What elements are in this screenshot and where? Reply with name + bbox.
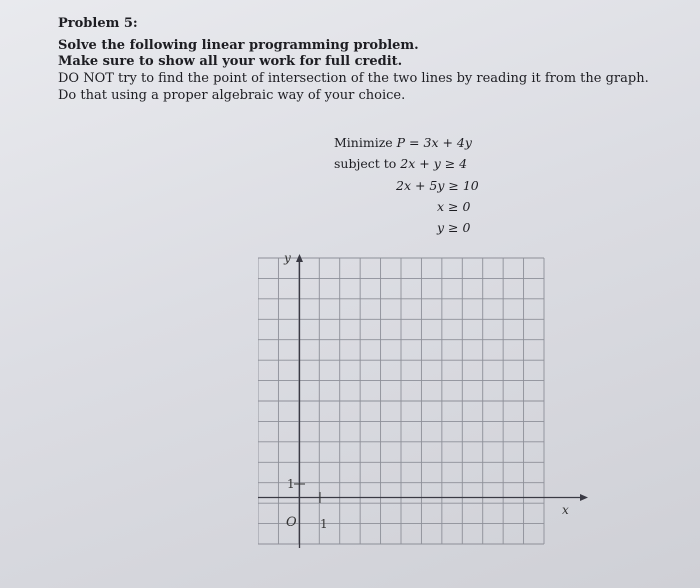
x-axis-label: x	[562, 503, 569, 517]
instruction-line-2: Make sure to show all your work for full credit.	[58, 54, 403, 69]
grid-lines	[258, 258, 544, 544]
y-tick-label: 1	[287, 477, 295, 491]
objective-function: Minimize P = 3x + 4y	[334, 135, 472, 150]
constraint-1	[334, 156, 467, 171]
graph-grid[interactable]	[258, 250, 588, 552]
minimize-label: Minimize	[334, 135, 397, 150]
objective-expression: 3x + 4y	[423, 135, 472, 150]
y-axis-label: y	[284, 251, 291, 265]
origin-label: O	[286, 515, 297, 530]
constraint-4: y ≥ 0	[437, 220, 471, 235]
constraint-3: x ≥ 0	[437, 199, 471, 214]
instruction-line-3: DO NOT try to find the point of intersection of the two lines by reading it from the graph.	[58, 71, 649, 86]
instruction-line-4: Do that using a proper algebraic way of your choice.	[58, 88, 406, 103]
constraint-2: 2x + 5y ≥ 10	[396, 178, 479, 193]
objective-variable: P	[396, 135, 406, 150]
problem-title: Problem 5:	[58, 16, 138, 31]
x-tick-label: 1	[320, 517, 328, 531]
x-axis-arrow	[580, 494, 588, 501]
subject-to-label: subject to	[334, 156, 401, 171]
instruction-line-1: Solve the following linear programming problem.	[58, 38, 419, 53]
constraint-1-expr: 2x + y ≥ 4	[400, 156, 468, 171]
